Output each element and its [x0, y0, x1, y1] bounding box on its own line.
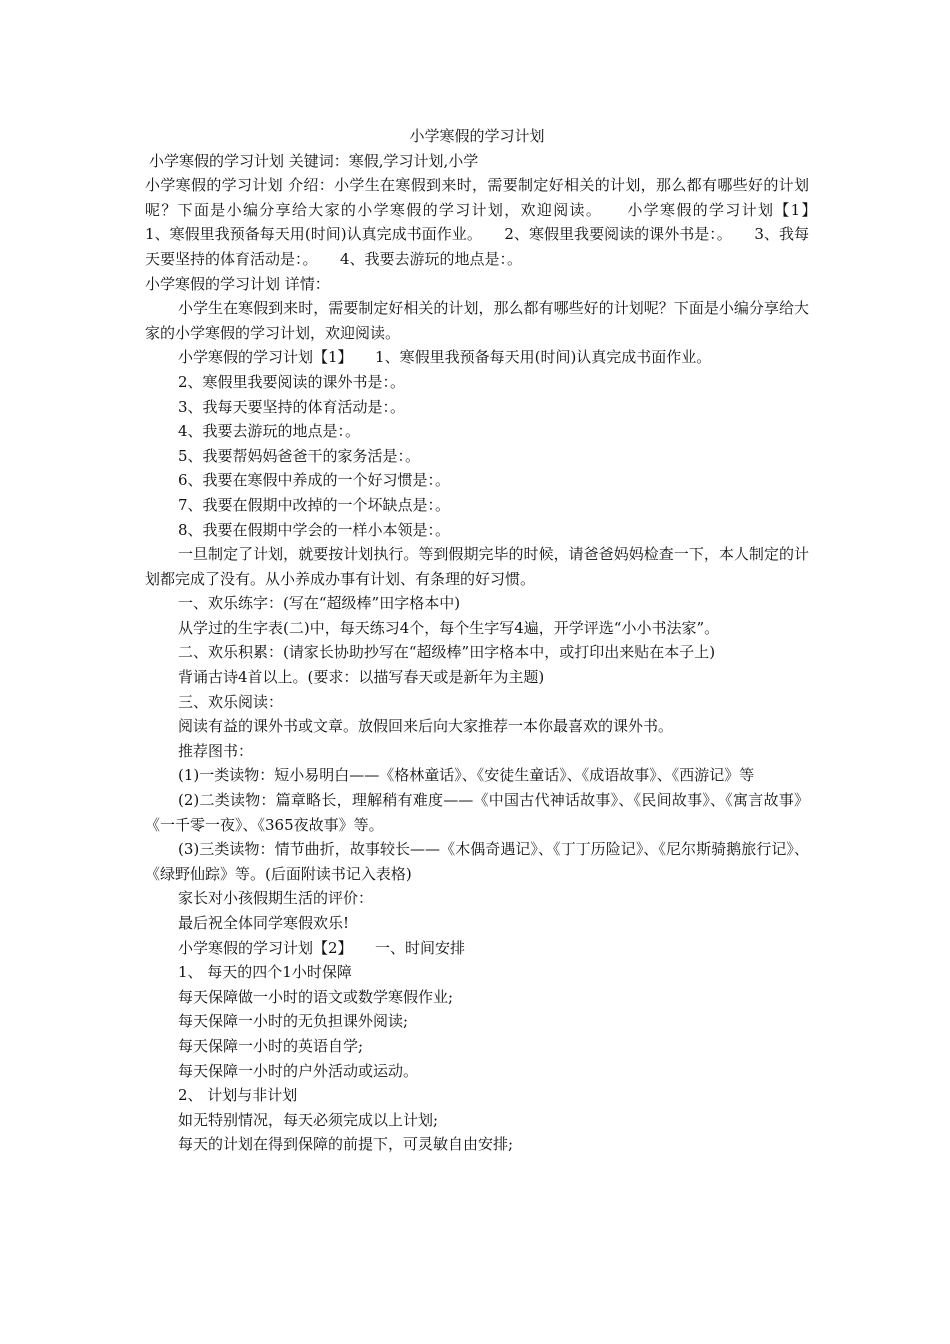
body-paragraph: 家长对小孩假期生活的评价： — [178, 889, 374, 908]
body-paragraph: 1、 每天的四个1小时保障 — [178, 963, 352, 982]
body-paragraph: 3、我每天要坚持的体育活动是：。 — [178, 397, 406, 416]
body-paragraph: 6、我要在寒假中养成的一个好习惯是：。 — [178, 471, 451, 490]
body-paragraph: (1)一类读物：短小易明白——《格林童话》、《安徒生童话》、《成语故事》、《西游记》等 — [178, 766, 755, 785]
body-paragraph: 每天保障一小时的英语自学; — [178, 1036, 364, 1055]
body-paragraph: 每天保障一小时的户外活动或运动。 — [178, 1061, 419, 1080]
body-paragraph: 二、欢乐积累：(请家长协助抄写在“超级棒”田字格本中，或打印出来贴在本子上) — [178, 643, 716, 662]
body-paragraph: 小学寒假的学习计划【2】 一、时间安排 — [178, 938, 466, 957]
body-paragraph: 背诵古诗4首以上。(要求：以描写春天或是新年为主题) — [178, 668, 545, 687]
body-paragraph: 每天保障做一小时的语文或数学寒假作业; — [178, 987, 454, 1006]
body-paragraph: (3)三类读物：情节曲折，故事较长——《木偶奇遇记》、《丁丁历险记》、《尼尔斯骑鹅旅行记》、《绿野仙踪》等。(后面附读书记入表格) — [145, 840, 809, 883]
body-paragraph: 4、我要去游玩的地点是：。 — [178, 422, 361, 441]
body-paragraph: 三、欢乐阅读： — [178, 692, 284, 711]
body-paragraph: 阅读有益的课外书或文章。放假回来后向大家推荐一本你最喜欢的课外书。 — [178, 717, 674, 736]
body-paragraph: 5、我要帮妈妈爸爸干的家务活是：。 — [178, 446, 421, 465]
details-label: 小学寒假的学习计划 详情： — [145, 274, 330, 293]
body-paragraph: 每天的计划在得到保障的前提下，可灵敏自由安排; — [178, 1135, 514, 1154]
keywords-line: 小学寒假的学习计划 关键词：寒假,学习计划,小学 — [149, 151, 479, 170]
document-body — [145, 124, 840, 1157]
body-paragraph: 2、寒假里我要阅读的课外书是：。 — [178, 372, 406, 391]
document-title: 小学寒假的学习计划 — [409, 127, 545, 145]
body-paragraph: 2、 计划与非计划 — [178, 1086, 298, 1105]
intro-paragraph: 小学寒假的学习计划 介绍：小学生在寒假到来时，需要制定好相关的计划，那么都有哪些好的计划呢？下面是小编分享给大家的小学寒假的学习计划，欢迎阅读。 小学寒假的学习计划【1】 1、寒假里我预备每天用(时间)认真完成书面作业。 2、寒假里我要阅读的课外书是：。 3、我每天要坚持的体育活动是：。 4、我要去游玩的地点是：。 — [145, 176, 840, 268]
body-paragraph: (2)二类读物：篇章略长，理解稍有难度——《中国古代神话故事》、《民间故事》、《寓言故事》《一千零一夜》、《365夜故事》等。 — [145, 791, 809, 834]
body-paragraph: 一旦制定了计划，就要按计划执行。等到假期完毕的时候，请爸爸妈妈检查一下，本人制定的计划都完成了没有。从小养成办事有计划、有条理的好习惯。 — [145, 545, 809, 588]
body-paragraph: 7、我要在假期中改掉的一个坏缺点是：。 — [178, 495, 451, 514]
body-paragraph: 推荐图书： — [178, 741, 254, 760]
body-paragraph: 每天保障一小时的无负担课外阅读; — [178, 1012, 409, 1031]
body-paragraph: 8、我要在假期中学会的一样小本领是：。 — [178, 520, 451, 539]
body-paragraph: 从学过的生字表(二)中，每天练习4个，每个生字写4遍，开学评选“小小书法家”。 — [178, 618, 720, 637]
body-paragraph: 最后祝全体同学寒假欢乐! — [178, 914, 350, 932]
body-paragraph: 一、欢乐练字：(写在“超级棒”田字格本中) — [178, 594, 461, 613]
body-paragraph: 小学寒假的学习计划【1】 1、寒假里我预备每天用(时间)认真完成书面作业。 — [178, 348, 712, 367]
body-paragraph: 小学生在寒假到来时，需要制定好相关的计划，那么都有哪些好的计划呢？下面是小编分享给大家的小学寒假的学习计划，欢迎阅读。 — [145, 299, 809, 342]
body-paragraph: 如无特别情况，每天必须完成以上计划; — [178, 1110, 439, 1129]
